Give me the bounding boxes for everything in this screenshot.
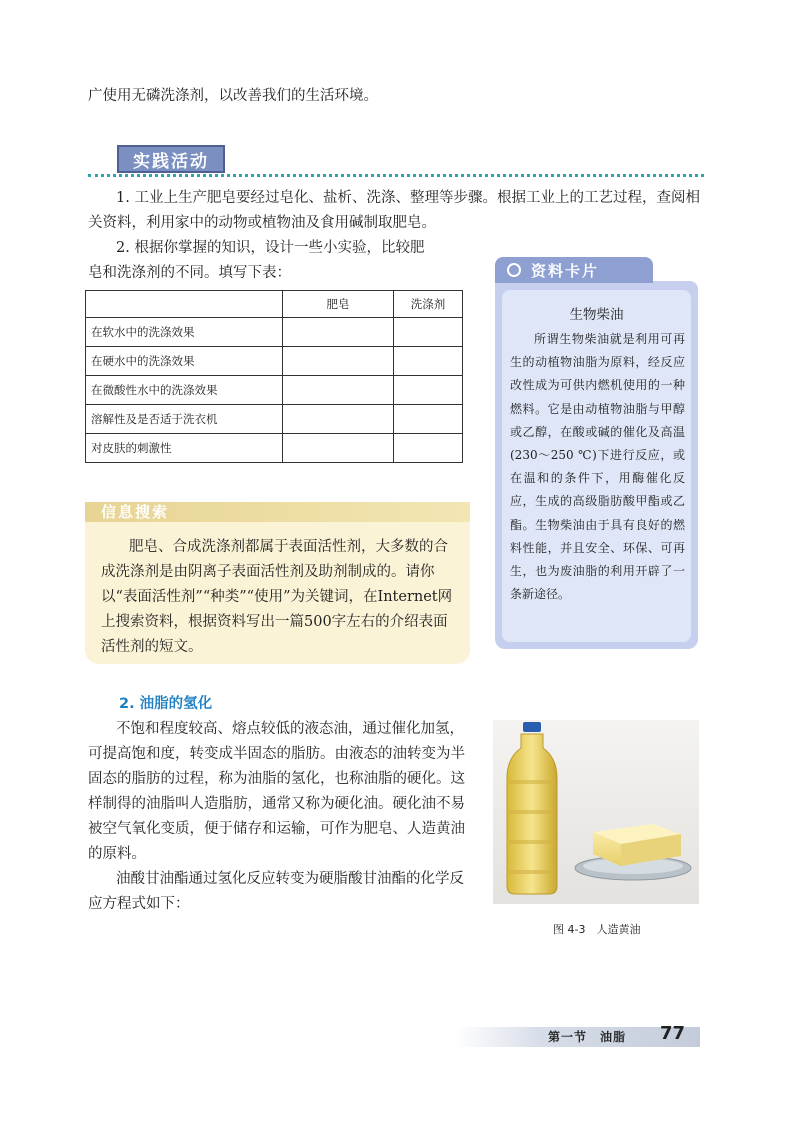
info-search-title: 信息搜索 bbox=[85, 502, 470, 522]
practice-item-2-line2: 皂和洗涤剂的不同。填写下表： bbox=[88, 265, 291, 281]
data-card-text: 所谓生物柴油就是利用可再生的动植物油脂为原料，经反应改性成为可供内燃机使用的一种燃料。它是由动植物油脂与甲醇或乙醇，在酸或碱的催化及高温(230～250 ℃)下进行反应，或在温和的条件下，用酶催化反应，生成的高级脂肪酸甲酯或乙酯。生物柴油由于具有良好的燃料性能，并且安全、环保、可再生，也为废油脂的利用开辟了一条新途径。 bbox=[510, 332, 685, 602]
table-row bbox=[86, 376, 463, 405]
dotted-divider bbox=[88, 174, 704, 177]
table-header-cell bbox=[86, 291, 283, 318]
table-row-label: 在微酸性水中的洗涤效果 bbox=[86, 376, 283, 405]
section-paragraph-2: 油酸甘油酯通过氢化反应转变为硬脂酸甘油酯的化学反应方程式如下： bbox=[88, 871, 464, 912]
table-header-soap: 肥皂 bbox=[283, 291, 394, 318]
table-cell-empty bbox=[283, 318, 394, 347]
oil-and-butter-illustration bbox=[493, 720, 699, 904]
table-cell-empty bbox=[394, 318, 463, 347]
info-search-text: 肥皂、合成洗涤剂都属于表面活性剂，大多数的合成洗涤剂是由阴离子表面活性剂及助剂制成的。请你以“表面活性剂”“种类”“使用”为关键词，在Internet网上搜索资料，根据资料写出一篇500字左右的介绍表面活性剂的短文。 bbox=[101, 539, 453, 655]
table-cell-empty bbox=[394, 405, 463, 434]
circle-bullet-icon bbox=[507, 263, 521, 277]
table-row-label: 溶解性及是否适于洗衣机 bbox=[86, 405, 283, 434]
data-card-title: 生物柴油 bbox=[569, 307, 624, 323]
practice-item-2-line1: 2. 根据你掌握的知识，设计一些小实验，比较肥 bbox=[116, 240, 425, 256]
section-body bbox=[88, 717, 473, 917]
table-row bbox=[86, 318, 463, 347]
section-heading: 2. 油脂的氢化 bbox=[119, 696, 213, 712]
section-paragraph-1: 不饱和程度较高、熔点较低的液态油，通过催化加氢，可提高饱和度，转变成半固态的脂肪。由液态的油转变为半固态的脂肪的过程，称为油脂的氢化，也称油脂的硬化。这样制得的油脂叫人造脂肪，通常又称为硬化油。硬化油不易被空气氧化变质，便于储存和运输，可作为肥皂、人造黄油的原料。 bbox=[88, 721, 465, 862]
comparison-table bbox=[85, 290, 463, 463]
table-cell-empty bbox=[283, 376, 394, 405]
table-header-row bbox=[86, 291, 463, 318]
table-cell-empty bbox=[394, 434, 463, 463]
data-card-tab-label: 资料卡片 bbox=[531, 261, 600, 280]
data-card-tab bbox=[495, 257, 653, 283]
table-cell-empty bbox=[283, 434, 394, 463]
continued-paragraph: 广使用无磷洗涤剂，以改善我们的生活环境。 bbox=[88, 88, 378, 104]
margarine-photo bbox=[493, 720, 699, 904]
table-header-detergent: 洗涤剂 bbox=[394, 291, 463, 318]
footer-section-label: 第一节 油脂 bbox=[548, 1030, 627, 1044]
table-cell-empty bbox=[283, 347, 394, 376]
figure-caption: 图 4-3 人造黄油 bbox=[553, 923, 641, 936]
table-cell-empty bbox=[283, 405, 394, 434]
page-number: 77 bbox=[660, 1023, 686, 1044]
table-cell-empty bbox=[394, 376, 463, 405]
practice-item-1: 1. 工业上生产肥皂要经过皂化、盐析、洗涤、整理等步骤。根据工业上的工艺过程，查阅相关资料，利用家中的动物或植物油及食用碱制取肥皂。 bbox=[88, 190, 700, 231]
table-row bbox=[86, 347, 463, 376]
table-row bbox=[86, 434, 463, 463]
table-row-label: 对皮肤的刺激性 bbox=[86, 434, 283, 463]
practice-activity-banner: 实践活动 bbox=[117, 145, 225, 173]
table-row-label: 在硬水中的洗涤效果 bbox=[86, 347, 283, 376]
table-row-label: 在软水中的洗涤效果 bbox=[86, 318, 283, 347]
table-cell-empty bbox=[394, 347, 463, 376]
table-row bbox=[86, 405, 463, 434]
